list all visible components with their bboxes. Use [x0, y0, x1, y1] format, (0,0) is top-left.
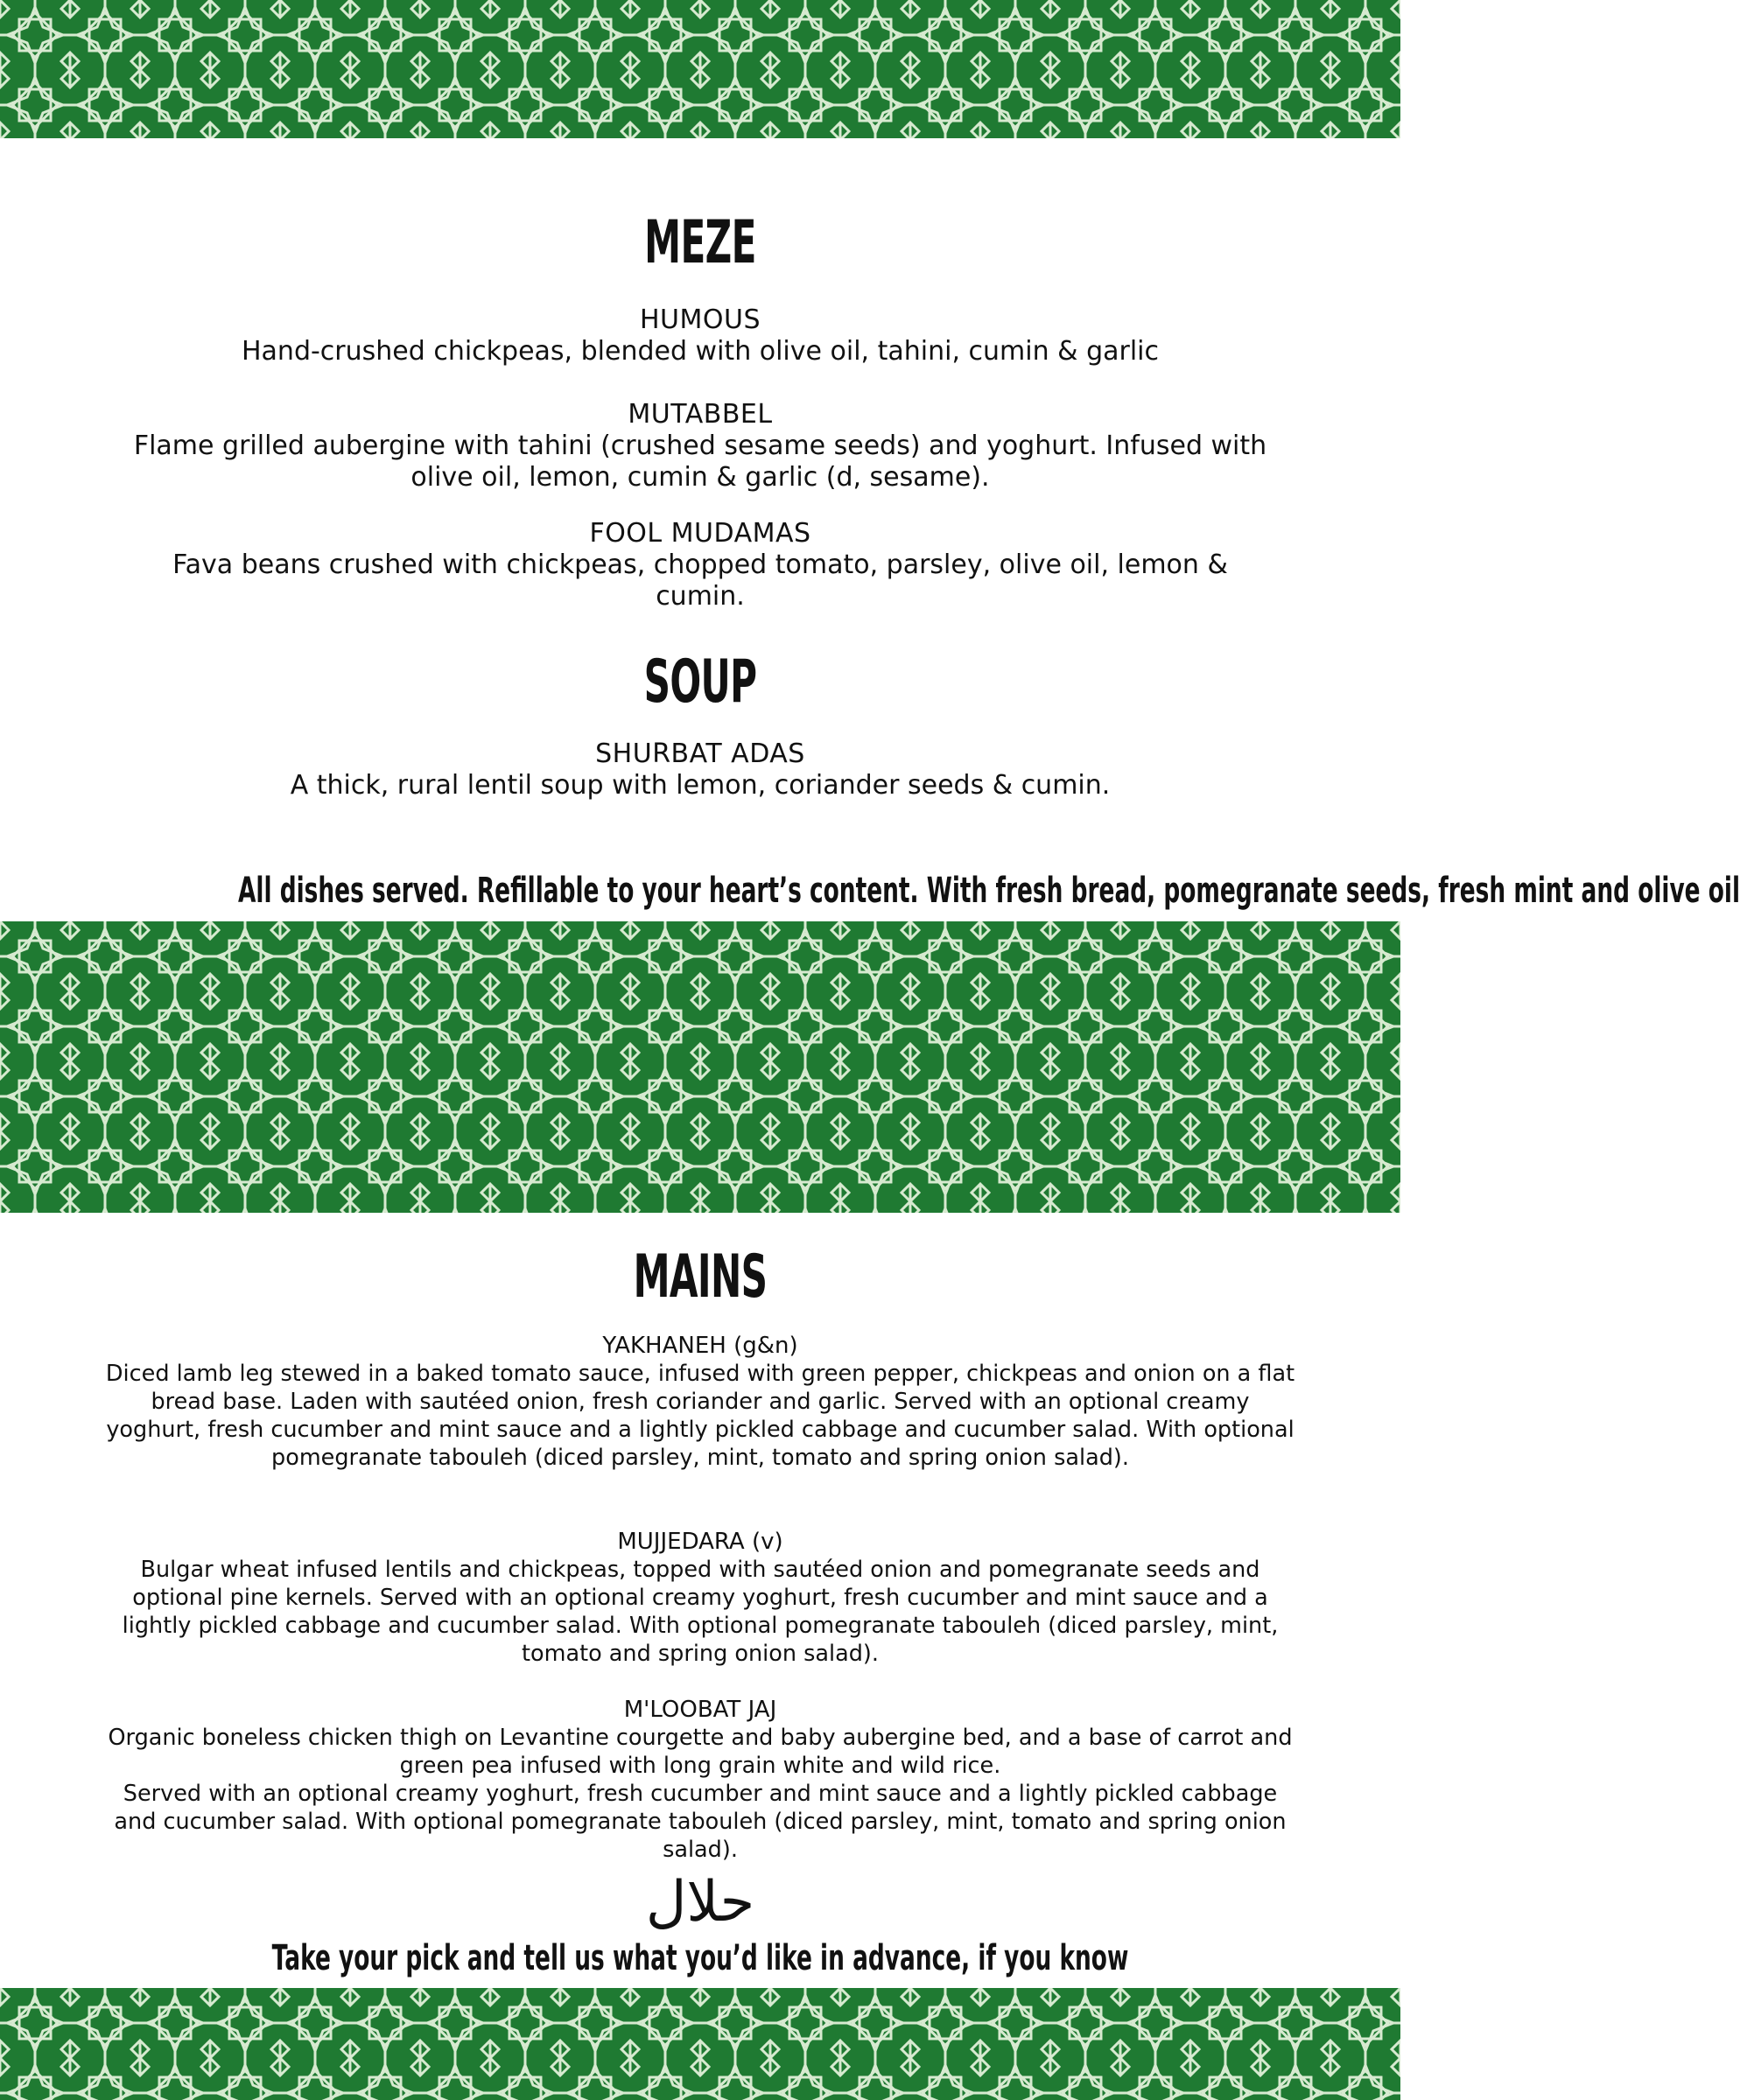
menu-item-description-wrap	[0, 430, 1400, 494]
pattern-band-bottom	[0, 1988, 1400, 2100]
menu-item-description: Organic boneless chicken thigh on Levantine courgette and baby aubergine bed, and a base of carrot and green pea infused with long grain white and wild rice.	[108, 1725, 1293, 1779]
pattern-band-middle	[0, 921, 1400, 1213]
menu-item-name: SHURBAT ADAS	[595, 738, 805, 769]
menu-item-description: Flame grilled aubergine with tahini (crushed sesame seeds) and yoghurt. Infused with olive oil, lemon, cumin & garlic (d, sesame).	[133, 430, 1267, 493]
menu-item-description-wrap	[0, 550, 1400, 612]
menu-item-name: MUJJEDARA (v)	[617, 1529, 783, 1555]
menu-item-name: HUMOUS	[639, 304, 761, 335]
halal-label: حلال	[645, 1870, 755, 1935]
menu-item-description-wrap	[0, 1360, 1400, 1472]
menu-item-name: FOOL MUDAMAS	[589, 518, 811, 549]
menu-item-name: MUTABBEL	[628, 399, 773, 430]
served-notice: All dishes served. Refillable to your heart’s content. With fresh bread, pomegranate seeds, fresh mint and olive oil	[238, 871, 1740, 911]
menu-item-description-wrap	[0, 1724, 1400, 1864]
mains-heading: MAINS	[633, 1242, 768, 1312]
menu-item-description: A thick, rural lentil soup with lemon, coriander seeds & cumin.	[290, 770, 1111, 801]
menu-item-description: Fava beans crushed with chickpeas, chopped tomato, parsley, olive oil, lemon & cumin.	[172, 550, 1228, 612]
menu-item-name: M'LOOBAT JAJ	[623, 1697, 777, 1723]
menu-item-description-continued: Served with an optional creamy yoghurt, fresh cucumber and mint sauce and a lightly pickled cabbage and cucumber salad. With optional pomegranate tabouleh (diced parsley, mint, tomato and spring onion salad).	[114, 1781, 1287, 1863]
pattern-band-top	[0, 0, 1400, 138]
menu-item-description: Diced lamb leg stewed in a baked tomato sauce, infused with green pepper, chickpeas and onion on a flat bread base. Laden with sautéed onion, fresh coriander and garlic. Served with an optional creamy yoghurt, fresh cucumber and mint sauce and a lightly pickled cabbage and cucumber salad. With optional pomegranate tabouleh (diced parsley, mint, tomato and spring onion salad).	[105, 1361, 1295, 1471]
meze-heading: MEZE	[644, 208, 756, 277]
soup-heading: SOUP	[643, 648, 757, 717]
menu-item-description: Bulgar wheat infused lentils and chickpeas, topped with sautéed onion and pomegranate seeds and optional pine kernels. Served with an optional creamy yoghurt, fresh cucumber and mint sauce and a lightly pickled cabbage and cucumber salad. With optional pomegranate tabouleh (diced parsley, mint, tomato and spring onion salad).	[122, 1557, 1279, 1667]
advance-order-notice: Take your pick and tell us what you’d like in advance, if you know	[271, 1938, 1129, 1978]
menu-item-description-wrap	[0, 1556, 1400, 1668]
menu-item-name: YAKHANEH (g&n)	[602, 1333, 798, 1359]
menu-item-description: Hand-crushed chickpeas, blended with olive oil, tahini, cumin & garlic	[241, 336, 1159, 367]
